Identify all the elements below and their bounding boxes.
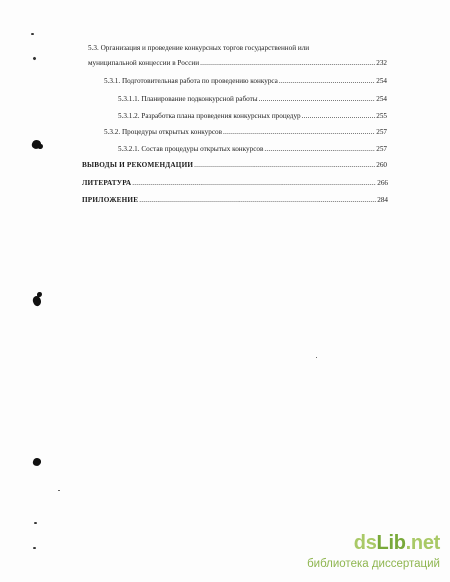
toc-entry-text: 5.3.1.1. Планирование подконкурсной работы — [118, 95, 258, 103]
dslib-watermark — [290, 532, 440, 576]
toc-leader-dots — [139, 196, 376, 205]
toc-page-number: 266 — [377, 179, 388, 187]
toc-page-number: 257 — [376, 145, 387, 153]
toc-leader-dots — [223, 128, 375, 137]
scan-speck — [32, 56, 36, 60]
toc-leader-dots — [264, 145, 375, 154]
scan-speck — [31, 33, 34, 35]
toc-page-number: 260 — [376, 161, 387, 169]
toc-entry-appendix — [82, 196, 388, 205]
toc-page-number: 232 — [376, 59, 387, 67]
toc-entry-text: 5.3.2. Процедуры открытых конкурсов — [104, 128, 222, 136]
dslib-subtitle: библиотека диссертаций — [307, 558, 440, 570]
toc-leader-dots — [200, 59, 375, 68]
toc-entry-text: 5.3.1. Подготовительная работа по проведению конкурса — [104, 77, 278, 85]
toc-leader-dots — [279, 77, 375, 86]
toc-page-number: 284 — [377, 196, 388, 204]
toc-leader-dots — [194, 161, 375, 170]
scan-speck — [58, 490, 60, 491]
toc-entry-5-3-cont — [88, 59, 387, 68]
toc-entry-text: муниципальной концессии в России — [88, 59, 200, 67]
toc-entry-literature — [82, 179, 388, 188]
toc-entry-5-3-1 — [104, 77, 387, 86]
toc-leader-dots — [259, 95, 376, 104]
toc-entry-5-3-2 — [104, 128, 387, 137]
toc-entry-text: ВЫВОДЫ И РЕКОМЕНДАЦИИ — [82, 161, 194, 169]
toc-entry-5-3-1-2 — [118, 112, 387, 121]
scan-speck — [316, 357, 317, 358]
ink-blot — [38, 144, 43, 149]
toc-entry-5-3-1-1 — [118, 95, 387, 104]
toc-entry-text: ЛИТЕРАТУРА — [82, 179, 132, 187]
toc-page-number: 254 — [376, 77, 387, 85]
toc-entry-text: 5.3. Организация и проведение конкурсных торгов государственной или — [88, 44, 310, 52]
toc-page-number: 255 — [376, 112, 387, 120]
toc-entry-text: ПРИЛОЖЕНИЕ — [82, 196, 139, 204]
ink-blot — [32, 457, 42, 467]
scan-speck — [33, 547, 36, 549]
ink-blot — [37, 292, 42, 297]
toc-leader-dots — [132, 179, 376, 188]
toc-entry-text: 5.3.2.1. Состав процедуры открытых конкурсов — [118, 145, 264, 153]
toc-leader-dots — [302, 112, 376, 121]
toc-entry-5-3 — [88, 44, 309, 53]
toc-page-number: 254 — [376, 95, 387, 103]
toc-entry-text: 5.3.1.2. Разработка плана проведения конкурсных процедур — [118, 112, 301, 120]
toc-entry-conclusions — [82, 161, 387, 170]
scan-speck — [34, 522, 37, 524]
dslib-logo: dsLib.net — [353, 532, 440, 554]
toc-page-number: 257 — [376, 128, 387, 136]
toc-entry-5-3-2-1 — [118, 145, 387, 154]
